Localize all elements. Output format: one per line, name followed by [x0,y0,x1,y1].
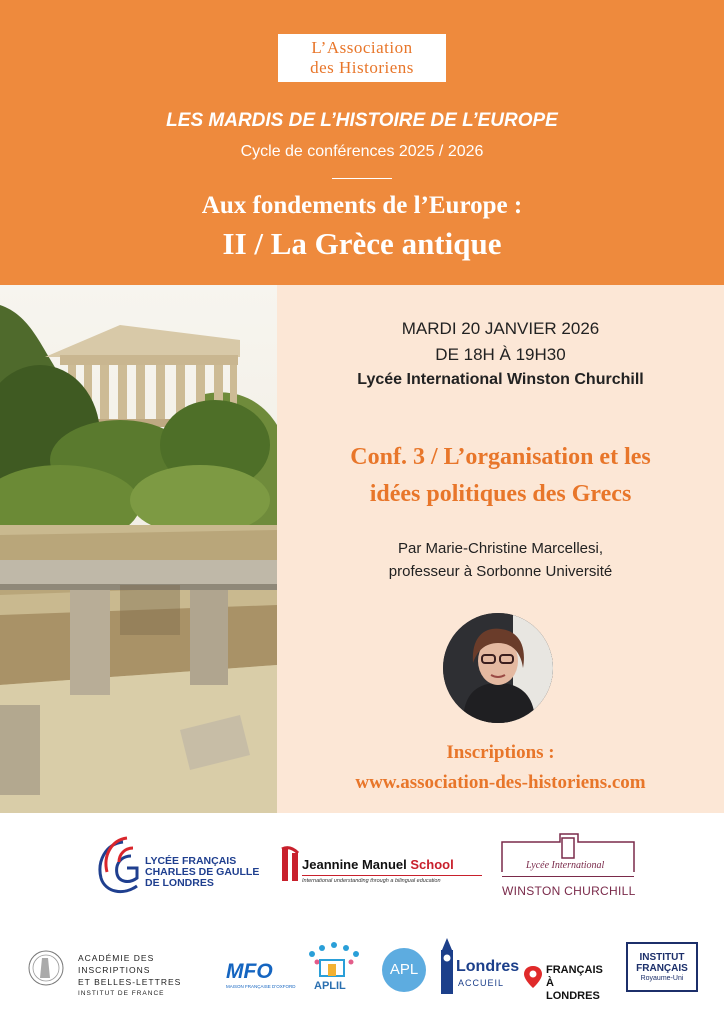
wc-name: WINSTON CHURCHILL [502,884,636,898]
jm-name: Jeannine Manuel [302,857,407,872]
event-date [277,316,724,368]
wc-script: Lycée International [526,860,605,871]
aibl-line-2: ET BELLES-LETTRES [78,977,182,987]
aplil-logo [302,940,368,1000]
cdg-emblem-icon [93,834,145,900]
conference-title-line-1: Conf. 3 / L’organisation et les [350,444,651,470]
if-line-1: INSTITUT [639,952,685,963]
event-venue: Lycée International Winston Churchill [357,371,644,388]
event-panel [277,285,724,813]
date-text: MARDI 20 JANVIER 2026 [401,319,600,338]
series-title: LES MARDIS DE L’HISTOIRE DE L’EUROPE [166,110,558,131]
jm-emblem-icon [280,845,302,885]
theme-line-2: II / La Grèce antique [222,226,502,261]
registration-label: Inscriptions : [446,742,555,763]
registration [277,738,724,798]
institut-francais-logo [626,942,698,992]
cdg-line-1: LYCÉE FRANÇAIS [145,855,237,867]
theme-line-1: Aux fondements de l’Europe : [201,192,523,219]
mfo-logo [226,960,296,1000]
aplil-text: APLIL [314,980,346,992]
speaker-title: professeur à Sorbonne Université [388,563,613,580]
apl-logo: APL [382,948,426,992]
header-band [0,0,724,285]
cycle-subtitle: Cycle de conférences 2025 / 2026 [240,143,484,160]
londres-accueil-text: ACCUEIL [458,978,505,988]
mfo-text: MFO [226,960,273,983]
logo-line-1: L’Association [311,38,413,57]
jeannine-manuel-logo [280,845,480,895]
temple-photo [0,285,277,813]
aibl-line-1: ACADÉMIE DES INSCRIPTIONS [78,953,155,975]
if-line-3: Royaume-Uni [640,975,684,982]
cdg-line-3: DE LONDRES [145,877,214,889]
speaker [277,537,724,583]
conference-title [287,439,714,513]
if-line-2: FRANÇAIS [636,963,688,974]
jm-tagline: International understanding through a bilingual education [302,878,441,884]
londres-text: Londres [456,958,520,975]
logo-line-2: des Historiens [310,58,414,77]
lycee-charles-de-gaulle-logo [93,834,283,904]
winston-churchill-logo [498,832,638,904]
fal-line-1: FRANÇAIS [546,964,603,976]
location-pin-icon [524,966,542,988]
fal-line-2: À LONDRES [546,977,600,1002]
jm-school: School [410,857,454,872]
francais-a-londres-logo [524,962,608,1002]
aibl-medal-icon [26,944,66,992]
aibl-logo [26,942,216,998]
association-logo [278,34,446,82]
londres-accueil-logo [438,938,520,1000]
divider [332,178,392,179]
mfo-subtitle: MAISON FRANÇAISE D’OXFORD [226,984,296,989]
aplil-emblem-icon [302,940,362,980]
time-text: DE 18H À 19H30 [435,345,566,364]
speaker-name: Par Marie-Christine Marcellesi, [397,540,604,557]
aibl-line-3: INSTITUT DE FRANCE [78,990,165,997]
big-ben-icon [438,938,456,994]
registration-link[interactable]: www.association-des-historiens.com [355,772,646,793]
speaker-portrait [443,613,553,723]
cdg-line-2: CHARLES DE GAULLE [145,866,260,878]
conference-title-line-2: idées politiques des Grecs [369,481,632,507]
